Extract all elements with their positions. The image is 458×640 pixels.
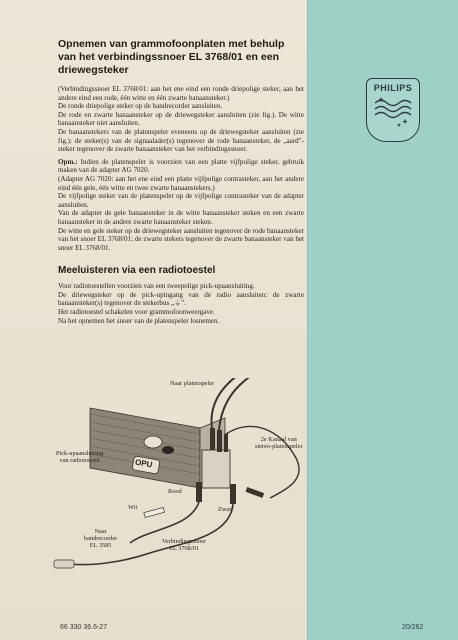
- label-kanaal-stereo: [255, 436, 303, 450]
- label-pickup: [56, 450, 103, 464]
- s1-paragraph: De rode en zwarte banaansteker op de driewegsteker aansluiten (zie fig.). De witte banaansteker niet aansluiten.: [58, 110, 304, 128]
- label-zwart: Zwart: [218, 506, 234, 513]
- device-mark: OPU: [134, 457, 153, 470]
- label-bandrecorder: [84, 528, 117, 549]
- note-label: Opm.:: [58, 157, 78, 166]
- s1-paragraph: (Verbindingssnoer EL 3768/01: aan het ene eind een ronde driepolige steker, aan het andere eind een rode, één witte en één zwarte banaansteker.): [58, 85, 304, 102]
- note-paragraph: (Adapter AG 7020: aan het ene eind een platte vijfpolige contrasteker, aan het andere eind één gele, één witte en twee zwarte banaanstekers.): [58, 174, 304, 192]
- label-line: bandrecorder: [84, 535, 118, 542]
- philips-shield-icon: [367, 79, 419, 141]
- footer-page-code: 20/262: [402, 624, 424, 631]
- note-paragraph: De witte en gele steker op de driewegsteker aansluiten tegenover de rode banaansteker van het snoer EL 3768/01; de zwarte stekers tegenover de zwarte banaansteker van het snoer EL 3768/01.: [58, 226, 304, 252]
- section2-title: Meeluisteren via een radiotoestel: [58, 265, 216, 277]
- label-line: EL 3585: [89, 542, 112, 549]
- label-line: Naar: [94, 528, 107, 535]
- footer-code: 66 330 36.6-27: [60, 624, 108, 631]
- label-line: Pick-upaansluiting: [56, 450, 104, 457]
- note-paragraph: [58, 158, 304, 175]
- label-line: van radiotoestel: [59, 457, 100, 464]
- label-naar-platenspeler: Naar platenspeler: [170, 380, 215, 387]
- label-line: Verbindingssnoer: [162, 538, 207, 545]
- s2-paragraph: Na het opnemen het snoer van de platenspeler losnemen.: [58, 316, 220, 325]
- logo-wordmark: PHILIPS: [373, 83, 413, 93]
- main-text: [58, 38, 304, 325]
- label-wit: Wit: [128, 504, 138, 511]
- s1-paragraph: De ronde driepolige steker op de bandrecorder aansluiten.: [58, 102, 223, 111]
- note-paragraph: De vijfpolige steker van de platenspeler op de vijfpolige contrasteker van de adapter aansluiten.: [58, 192, 304, 209]
- label-line: stereo-platenspeler: [255, 443, 303, 450]
- s2-paragraph: Het radiotoestel schakelen voor grammofoonweergave.: [58, 308, 215, 317]
- section1-title: Opnemen van grammofoonplaten met behulp van het verbindingssnoer EL 3768/01 en een driewegsteker: [58, 38, 285, 76]
- s2-paragraph: De driewegsteker op de pick-upingang van de radio aansluiten: de zwarte banaansteker(s) tegenover de stekerbus „⏚".: [58, 290, 304, 308]
- connection-diagram: [50, 378, 320, 578]
- label-line: EL 3768/01: [169, 545, 199, 552]
- label-verbindingssnoer: [162, 538, 206, 552]
- philips-logo: [366, 78, 420, 142]
- label-line: 2e Kanaal van: [260, 436, 297, 443]
- note-text: Indien de platenspeler is voorzien van een platte vijfpolige steker, gebruik maken van de adapter AG 7020.: [58, 157, 304, 175]
- s1-paragraph: De banaanstekers van de platenspeler eveneens op de driewegsteker aansluiten (zie fig.): de steker(s) van de signaalader(s) tegenover de rode banaansteker, de „aard"-steker tegenover de zwarte banaansteker van het verbindingssnoer.: [58, 127, 304, 154]
- label-rood: Rood: [168, 488, 182, 495]
- note-paragraph: Van de adapter de gele banaansteker in de witte banaansteker steken en een zwarte banaansteker in de andere zwarte banaansteker steken.: [58, 209, 304, 226]
- s2-paragraph: Voor radiotoestellen voorzien van een tweepolige pick-upaansluiting.: [58, 282, 255, 291]
